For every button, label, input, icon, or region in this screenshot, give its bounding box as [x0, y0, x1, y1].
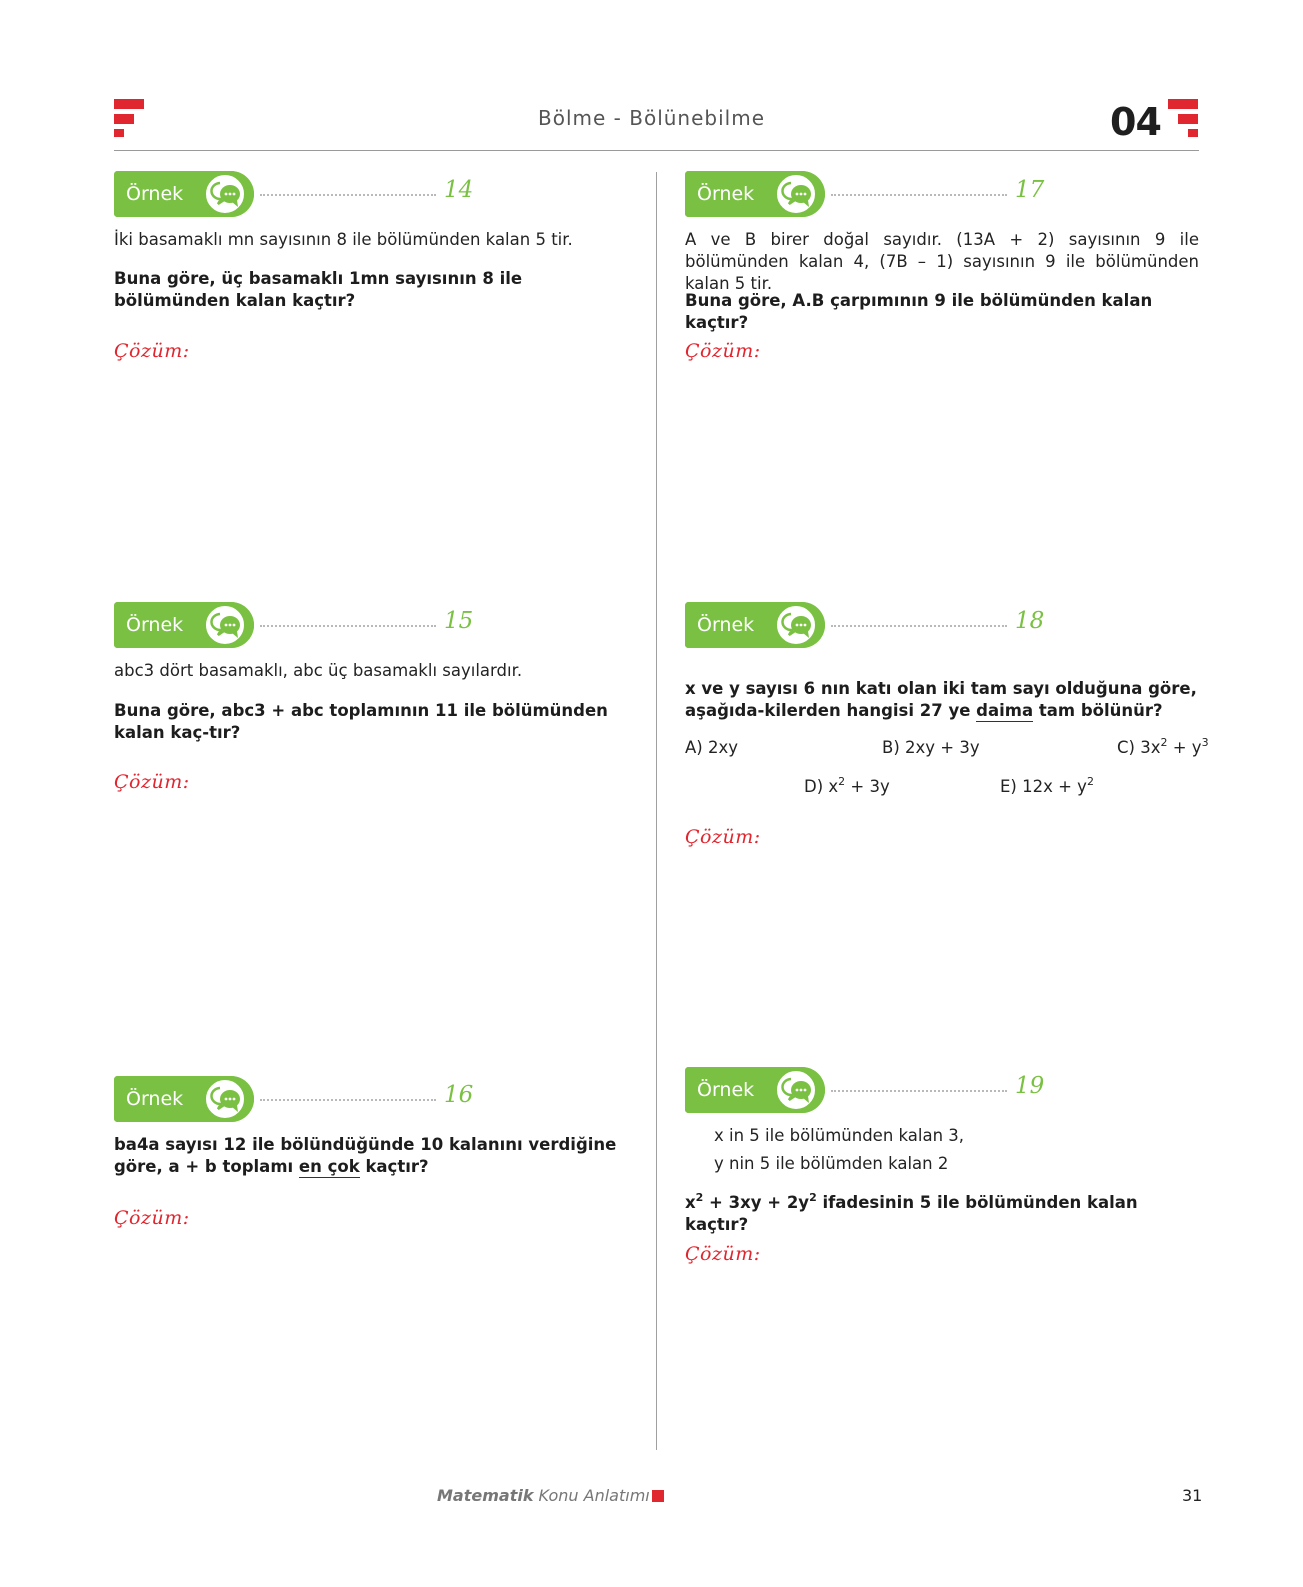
chat-bubbles-icon — [204, 1078, 246, 1120]
page-header-title: Bölme - Bölünebilme — [538, 106, 765, 130]
option-b: B) 2xy + 3y — [882, 738, 980, 757]
dotted-leader — [831, 625, 1007, 627]
example-17-statement: A ve B birer doğal sayıdır. (13A + 2) sayısının 9 ile bölümünden kalan 4, (7B – 1) sayısının 9 ile bölümünden kalan 5 tir. — [685, 230, 1199, 293]
option-c — [1117, 735, 1209, 757]
emphasis-underlined: en çok — [298, 1157, 360, 1176]
solution-label: Çözüm: — [114, 340, 190, 362]
solution-label: Çözüm: — [685, 340, 761, 362]
ornek-label: Örnek — [697, 614, 755, 636]
ornek-label: Örnek — [697, 1079, 755, 1101]
example-number: 16 — [444, 1082, 474, 1108]
option-text: + y — [1167, 738, 1202, 757]
chat-bubbles-icon — [204, 604, 246, 646]
ornek-badge — [114, 1076, 254, 1122]
ornek-badge — [114, 171, 254, 217]
dotted-leader — [260, 1099, 436, 1101]
dotted-leader — [831, 194, 1007, 196]
column-divider — [656, 172, 657, 1450]
example-header-16 — [114, 1076, 474, 1124]
example-19-line2: y nin 5 ile bölümden kalan 2 — [714, 1154, 949, 1173]
emphasis-underlined: daima — [976, 701, 1034, 720]
ornek-label: Örnek — [126, 614, 184, 636]
example-15-question: Buna göre, abc3 + abc toplamının 11 ile bölümünden kalan kaç-tır? — [114, 701, 608, 742]
example-number: 14 — [444, 177, 474, 203]
example-14-statement: İki basamaklı mn sayısının 8 ile bölümünden kalan 5 tir. — [114, 230, 573, 249]
example-number: 19 — [1015, 1073, 1045, 1099]
chat-bubbles-icon — [775, 1069, 817, 1111]
question-text: ifadesinin 5 ile bölümünden kalan kaçtır? — [685, 1193, 1138, 1234]
example-header-19 — [685, 1067, 1045, 1115]
ornek-label: Örnek — [126, 183, 184, 205]
exponent: 2 — [838, 774, 846, 788]
example-number: 15 — [444, 608, 474, 634]
question-text: tam bölünür? — [1033, 701, 1163, 720]
example-17-question: Buna göre, A.B çarpımının 9 ile bölümünden kalan kaçtır? — [685, 291, 1153, 332]
example-19-question — [685, 1192, 1199, 1236]
chat-bubbles-icon — [775, 604, 817, 646]
example-15-statement: abc3 dört basamaklı, abc üç basamaklı sayılardır. — [114, 661, 523, 680]
option-e — [1000, 774, 1094, 796]
exponent: 2 — [809, 1190, 817, 1204]
exponent: 3 — [1201, 735, 1209, 749]
exponent: 2 — [1160, 735, 1168, 749]
example-number: 17 — [1015, 177, 1045, 203]
dotted-leader — [831, 1090, 1007, 1092]
option-d — [804, 774, 890, 796]
footer-subtitle: Konu Anlatımı — [533, 1486, 650, 1505]
option-a: A) 2xy — [685, 738, 738, 757]
solution-label: Çözüm: — [114, 771, 190, 793]
solution-label: Çözüm: — [685, 1243, 761, 1265]
option-text: D) x — [804, 777, 839, 796]
example-header-17 — [685, 171, 1045, 219]
dotted-leader — [260, 625, 436, 627]
footer-square-marker — [652, 1490, 664, 1502]
question-text: ba4a sayısı 12 ile bölündüğünde 10 kalanını verdiğine göre, a + b toplamı — [114, 1135, 617, 1176]
example-header-14 — [114, 171, 474, 219]
exponent: 2 — [695, 1190, 704, 1204]
chat-bubbles-icon — [204, 173, 246, 215]
option-text: C) 3x — [1117, 738, 1161, 757]
question-text: + 3xy + 2y — [703, 1193, 810, 1212]
ornek-badge — [114, 602, 254, 648]
chat-bubbles-icon — [775, 173, 817, 215]
footer-subject: Matematik — [437, 1486, 534, 1505]
solution-label: Çözüm: — [114, 1207, 190, 1229]
question-text: x ve y sayısı 6 nın katı olan iki tam sayı olduğuna göre, aşağıda-kilerden hangisi 27 ye — [685, 679, 1197, 720]
ornek-badge — [685, 1067, 825, 1113]
question-text: kaçtır? — [359, 1157, 429, 1176]
example-14-question: Buna göre, üç basamaklı 1mn sayısının 8 ile bölümünden kalan kaçtır? — [114, 269, 523, 310]
example-16-question — [114, 1134, 634, 1178]
brand-logo-right — [1168, 99, 1200, 139]
example-number: 18 — [1015, 608, 1045, 634]
header-divider — [114, 150, 1199, 151]
solution-label: Çözüm: — [685, 826, 761, 848]
ornek-label: Örnek — [697, 183, 755, 205]
example-18-question — [685, 678, 1199, 722]
example-header-15 — [114, 602, 474, 650]
option-text: E) 12x + y — [1000, 777, 1087, 796]
footer-book-title — [437, 1486, 650, 1505]
dotted-leader — [260, 194, 436, 196]
ornek-badge — [685, 171, 825, 217]
question-text: x — [685, 1193, 696, 1212]
example-header-18 — [685, 602, 1045, 650]
option-text: + 3y — [845, 777, 890, 796]
exponent: 2 — [1086, 774, 1094, 788]
ornek-label: Örnek — [126, 1088, 184, 1110]
example-19-line1: x in 5 ile bölümünden kalan 3, — [714, 1126, 965, 1145]
ornek-badge — [685, 602, 825, 648]
chapter-number: 04 — [1110, 100, 1161, 144]
page-number: 31 — [1182, 1486, 1203, 1505]
